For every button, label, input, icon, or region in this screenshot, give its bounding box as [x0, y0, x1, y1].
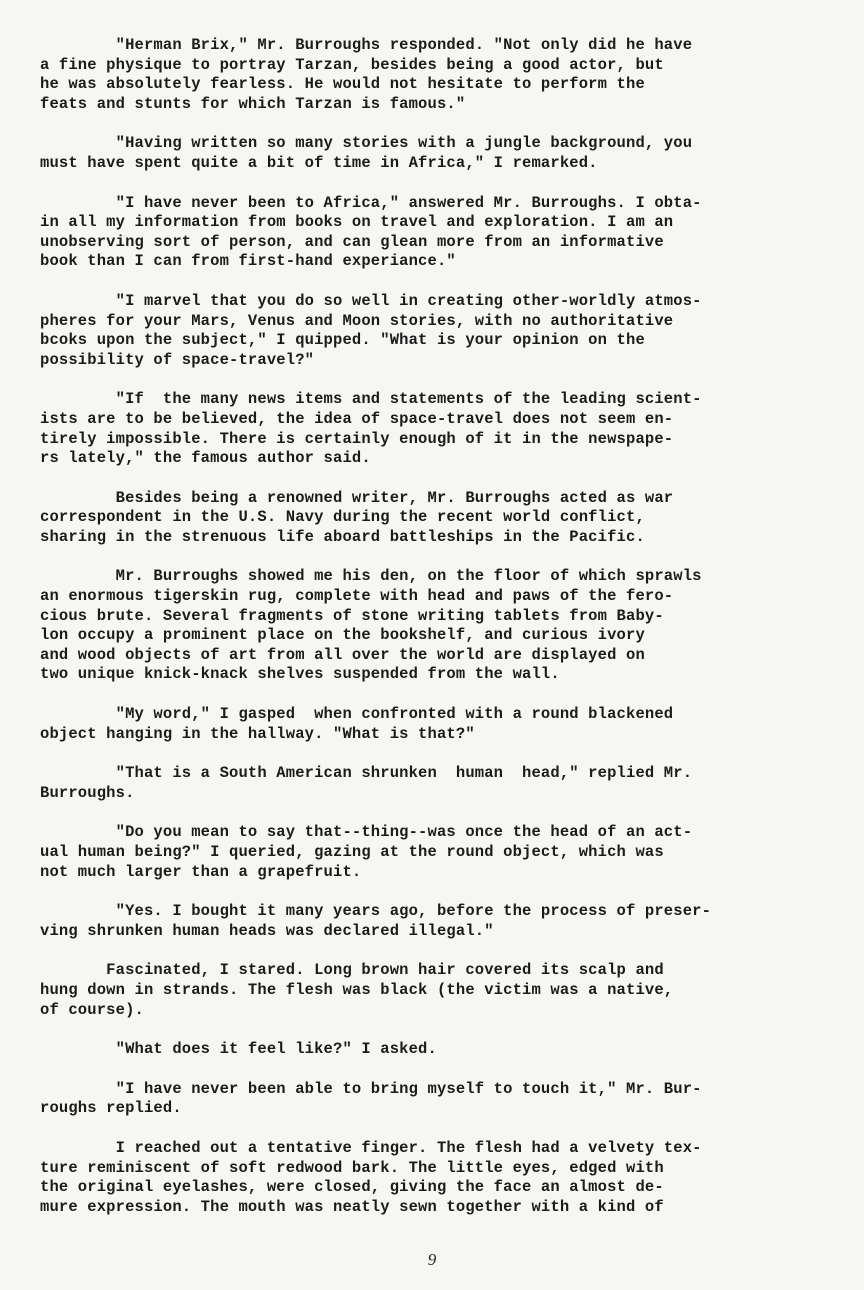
paragraph-den: Mr. Burroughs showed me his den, on the floor of which sprawls an enormous tigerskin rug, complete with head and paws of the fero- cious brute. Several fragments of stone writing tablets from Baby- lon occupy a prominent place on the bookshelf, and curious ivory and wood objects of art from all over the world are displayed on two unique knick-knack shelves suspended from the wall. [40, 567, 702, 684]
paragraph-reached-out: I reached out a tentative finger. The flesh had a velvety tex- ture reminiscent of soft redwood bark. The little eyes, edged with the original eyelashes, were closed, giving the face an almost de- mure expression. The mouth was neatly sewn together with a kind of [40, 1138, 702, 1216]
paragraph-what-feel: "What does it feel like?" I asked. [40, 1040, 437, 1059]
paragraph-my-word: "My word," I gasped when confronted with a round blackened object hanging in the hallway. "What is that?" [40, 705, 674, 743]
paragraph-shrunken-head: "That is a South American shrunken human head," replied Mr. Burroughs. [40, 764, 693, 802]
paragraph-africa-question: "Having written so many stories with a jungle background, you must have spent quite a bit of time in Africa," I remarked. [40, 134, 693, 172]
paragraph-space-question: "I marvel that you do so well in creating other-worldly atmos- pheres for your Mars, Venus and Moon stories, with no authoritative bcoks upon the subject," I quipped. "What is your opinion on the possibility of space-travel?" [40, 291, 702, 369]
page-number: 9 [427, 1250, 437, 1269]
paragraph-yes-bought: "Yes. I bought it many years ago, before the process of preser- ving shrunken human heads was declared illegal." [40, 902, 712, 940]
paragraph-war-correspondent: Besides being a renowned writer, Mr. Burroughs acted as war correspondent in the U.S. Navy during the recent world conflict, sharing in the strenuous life aboard battleships in the Pacific. [40, 488, 674, 546]
paragraph-do-you-mean: "Do you mean to say that--thing--was once the head of an act- ual human being?" I queried, gazing at the round object, which was not much larger than a grapefruit. [40, 823, 693, 881]
body-text [40, 36, 824, 1217]
paragraph-africa-answer: "I have never been to Africa," answered Mr. Burroughs. I obta- in all my information from books on travel and exploration. I am an unobserving sort of person, and can glean more from an informative book than I can from first-hand experiance." [40, 193, 702, 271]
paragraph-space-answer: "If the many news items and statements of the leading scient- ists are to be believed, the idea of space-travel does not seem en- tirely impossible. There is certainly enough of it in the newspape- rs lately," the famous author said. [40, 390, 702, 468]
paragraph-fascinated: Fascinated, I stared. Long brown hair covered its scalp and hung down in strands. The flesh was black (the victim was a native, of course). [40, 961, 674, 1019]
paragraph-brix: "Herman Brix," Mr. Burroughs responded. "Not only did he have a fine physique to portray Tarzan, besides being a good actor, but he was absolutely fearless. He would not hesitate to perform the feats and stunts for which Tarzan is famous." [40, 36, 693, 113]
paragraph-never-touch: "I have never been able to bring myself to touch it," Mr. Bur- roughs replied. [40, 1079, 702, 1118]
